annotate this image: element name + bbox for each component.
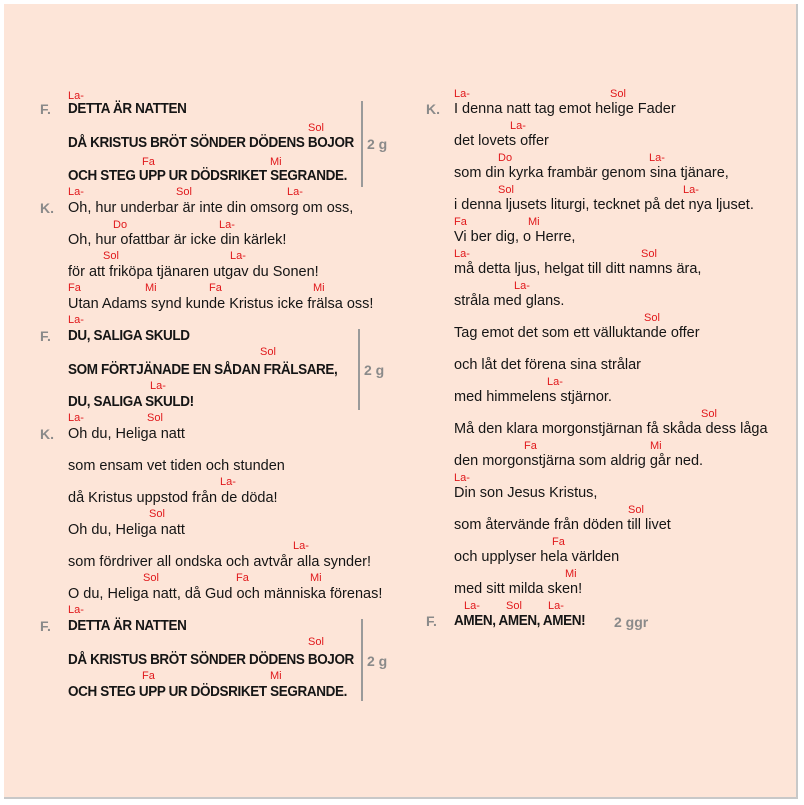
- chord: Sol: [506, 600, 522, 612]
- lyric-line: Oh, hur ofattbar är icke din kärlek!: [68, 232, 287, 248]
- lyric-line: Oh du, Heliga natt: [68, 426, 185, 442]
- chord: Mi: [270, 156, 282, 168]
- chord: Sol: [260, 346, 276, 358]
- chord: La-: [454, 248, 470, 260]
- speaker-label-f: F.: [40, 328, 51, 344]
- lyric-line: O du, Heliga natt, då Gud och människa förenas!: [68, 586, 383, 602]
- chord: Fa: [236, 572, 249, 584]
- lyric-line: som din kyrka frambär genom sina tjänare,: [454, 165, 729, 181]
- lyric-line: som återvände från döden till livet: [454, 517, 671, 533]
- chord: La-: [547, 376, 563, 388]
- chord: La-: [68, 604, 84, 616]
- lyric-line: DU, SALIGA SKULD!: [68, 394, 194, 410]
- lyric-line: och låt det förena sina strålar: [454, 357, 641, 373]
- chord: La-: [649, 152, 665, 164]
- lyric-line: OCH STEG UPP UR DÖDSRIKET SEGRANDE.: [68, 168, 347, 184]
- chord: Sol: [308, 636, 324, 648]
- repeat-bracket: [358, 329, 360, 410]
- chord: La-: [220, 476, 236, 488]
- speaker-label-f: F.: [40, 101, 51, 117]
- chord: La-: [454, 472, 470, 484]
- lyric-line: då Kristus uppstod från de döda!: [68, 490, 278, 506]
- chord: Sol: [641, 248, 657, 260]
- chord: Sol: [701, 408, 717, 420]
- lyric-line: OCH STEG UPP UR DÖDSRIKET SEGRANDE.: [68, 684, 347, 700]
- chord: Mi: [270, 670, 282, 682]
- chord: Fa: [68, 282, 81, 294]
- chord: Sol: [103, 250, 119, 262]
- lyric-line: Din son Jesus Kristus,: [454, 485, 598, 501]
- lyric-line: SOM FÖRTJÄNADE EN SÅDAN FRÄLSARE,: [68, 362, 338, 378]
- chord: Mi: [565, 568, 577, 580]
- chord: Sol: [644, 312, 660, 324]
- chord: Mi: [145, 282, 157, 294]
- lyric-line: som ensam vet tiden och stunden: [68, 458, 285, 474]
- chord: La-: [68, 90, 84, 102]
- chord: La-: [293, 540, 309, 552]
- lyric-line: DETTA ÄR NATTEN: [68, 101, 187, 117]
- chord: Mi: [310, 572, 322, 584]
- chord: Sol: [308, 122, 324, 134]
- lyric-line: DETTA ÄR NATTEN: [68, 618, 187, 634]
- chord: La-: [68, 412, 84, 424]
- lyric-line: det lovets offer: [454, 133, 549, 149]
- lyric-line: I denna natt tag emot helige Fader: [454, 101, 676, 117]
- chord: Sol: [143, 572, 159, 584]
- chord: Sol: [147, 412, 163, 424]
- songsheet-page: [4, 4, 798, 799]
- chord: Sol: [628, 504, 644, 516]
- lyric-line: och upplyser hela världen: [454, 549, 620, 565]
- lyric-line: Tag emot det som ett välluktande offer: [454, 325, 700, 341]
- speaker-label-f: F.: [40, 618, 51, 634]
- lyric-line: med sitt milda sken!: [454, 581, 583, 597]
- chord: Fa: [142, 156, 155, 168]
- chord: Fa: [142, 670, 155, 682]
- lyric-line: AMEN, AMEN, AMEN!: [454, 613, 586, 629]
- lyric-line: i denna ljusets liturgi, tecknet på det nya ljuset.: [454, 197, 754, 213]
- lyric-line: som fördriver all ondska och avtvår alla synder!: [68, 554, 372, 570]
- chord: La-: [287, 186, 303, 198]
- lyric-line: Oh du, Heliga natt: [68, 522, 185, 538]
- chord: La-: [683, 184, 699, 196]
- chord: La-: [548, 600, 564, 612]
- chord: Do: [498, 152, 513, 164]
- repeat-bracket: [361, 101, 363, 187]
- lyric-line: må detta ljus, helgat till ditt namns ära,: [454, 261, 702, 277]
- lyric-line: stråla med glans.: [454, 293, 565, 309]
- lyric-line: DU, SALIGA SKULD: [68, 328, 190, 344]
- chord: Sol: [610, 88, 626, 100]
- chord: Mi: [528, 216, 540, 228]
- speaker-label-k: K.: [40, 426, 54, 442]
- chord: Fa: [209, 282, 222, 294]
- chord: La-: [510, 120, 526, 132]
- lyric-line: för att friköpa tjänaren utgav du Sonen!: [68, 264, 319, 280]
- chord: Fa: [524, 440, 537, 452]
- lyric-line: Utan Adams synd kunde Kristus icke frälsa oss!: [68, 296, 374, 312]
- chord: Mi: [650, 440, 662, 452]
- lyric-line: med himmelens stjärnor.: [454, 389, 612, 405]
- repeat-marker: 2 g: [367, 136, 388, 152]
- chord: Fa: [454, 216, 467, 228]
- lyric-line: den morgonstjärna som aldrig går ned.: [454, 453, 704, 469]
- chord: La-: [150, 380, 166, 392]
- chord: La-: [464, 600, 480, 612]
- lyric-line: Oh, hur underbar är inte din omsorg om oss,: [68, 200, 354, 216]
- repeat-marker: 2 ggr: [614, 614, 649, 630]
- lyric-line: DÅ KRISTUS BRÖT SÖNDER DÖDENS BOJOR: [68, 135, 354, 151]
- chord: Do: [113, 219, 128, 231]
- chord: La-: [514, 280, 530, 292]
- chord: Sol: [149, 508, 165, 520]
- repeat-marker: 2 g: [364, 362, 385, 378]
- chord: La-: [230, 250, 246, 262]
- chord: La-: [454, 88, 470, 100]
- speaker-label-k: K.: [426, 101, 440, 117]
- speaker-label-k: K.: [40, 200, 54, 216]
- repeat-bracket: [361, 619, 363, 701]
- lyric-line: Vi ber dig, o Herre,: [454, 229, 576, 245]
- lyric-line: DÅ KRISTUS BRÖT SÖNDER DÖDENS BOJOR: [68, 652, 354, 668]
- chord: La-: [219, 219, 235, 231]
- chord: Fa: [552, 536, 565, 548]
- chord: Sol: [498, 184, 514, 196]
- repeat-marker: 2 g: [367, 653, 388, 669]
- speaker-label-f: F.: [426, 613, 437, 629]
- chord: La-: [68, 186, 84, 198]
- chord: La-: [68, 314, 84, 326]
- chord: Sol: [176, 186, 192, 198]
- lyric-line: Må den klara morgonstjärnan få skåda dess låga: [454, 421, 768, 437]
- chord: Mi: [313, 282, 325, 294]
